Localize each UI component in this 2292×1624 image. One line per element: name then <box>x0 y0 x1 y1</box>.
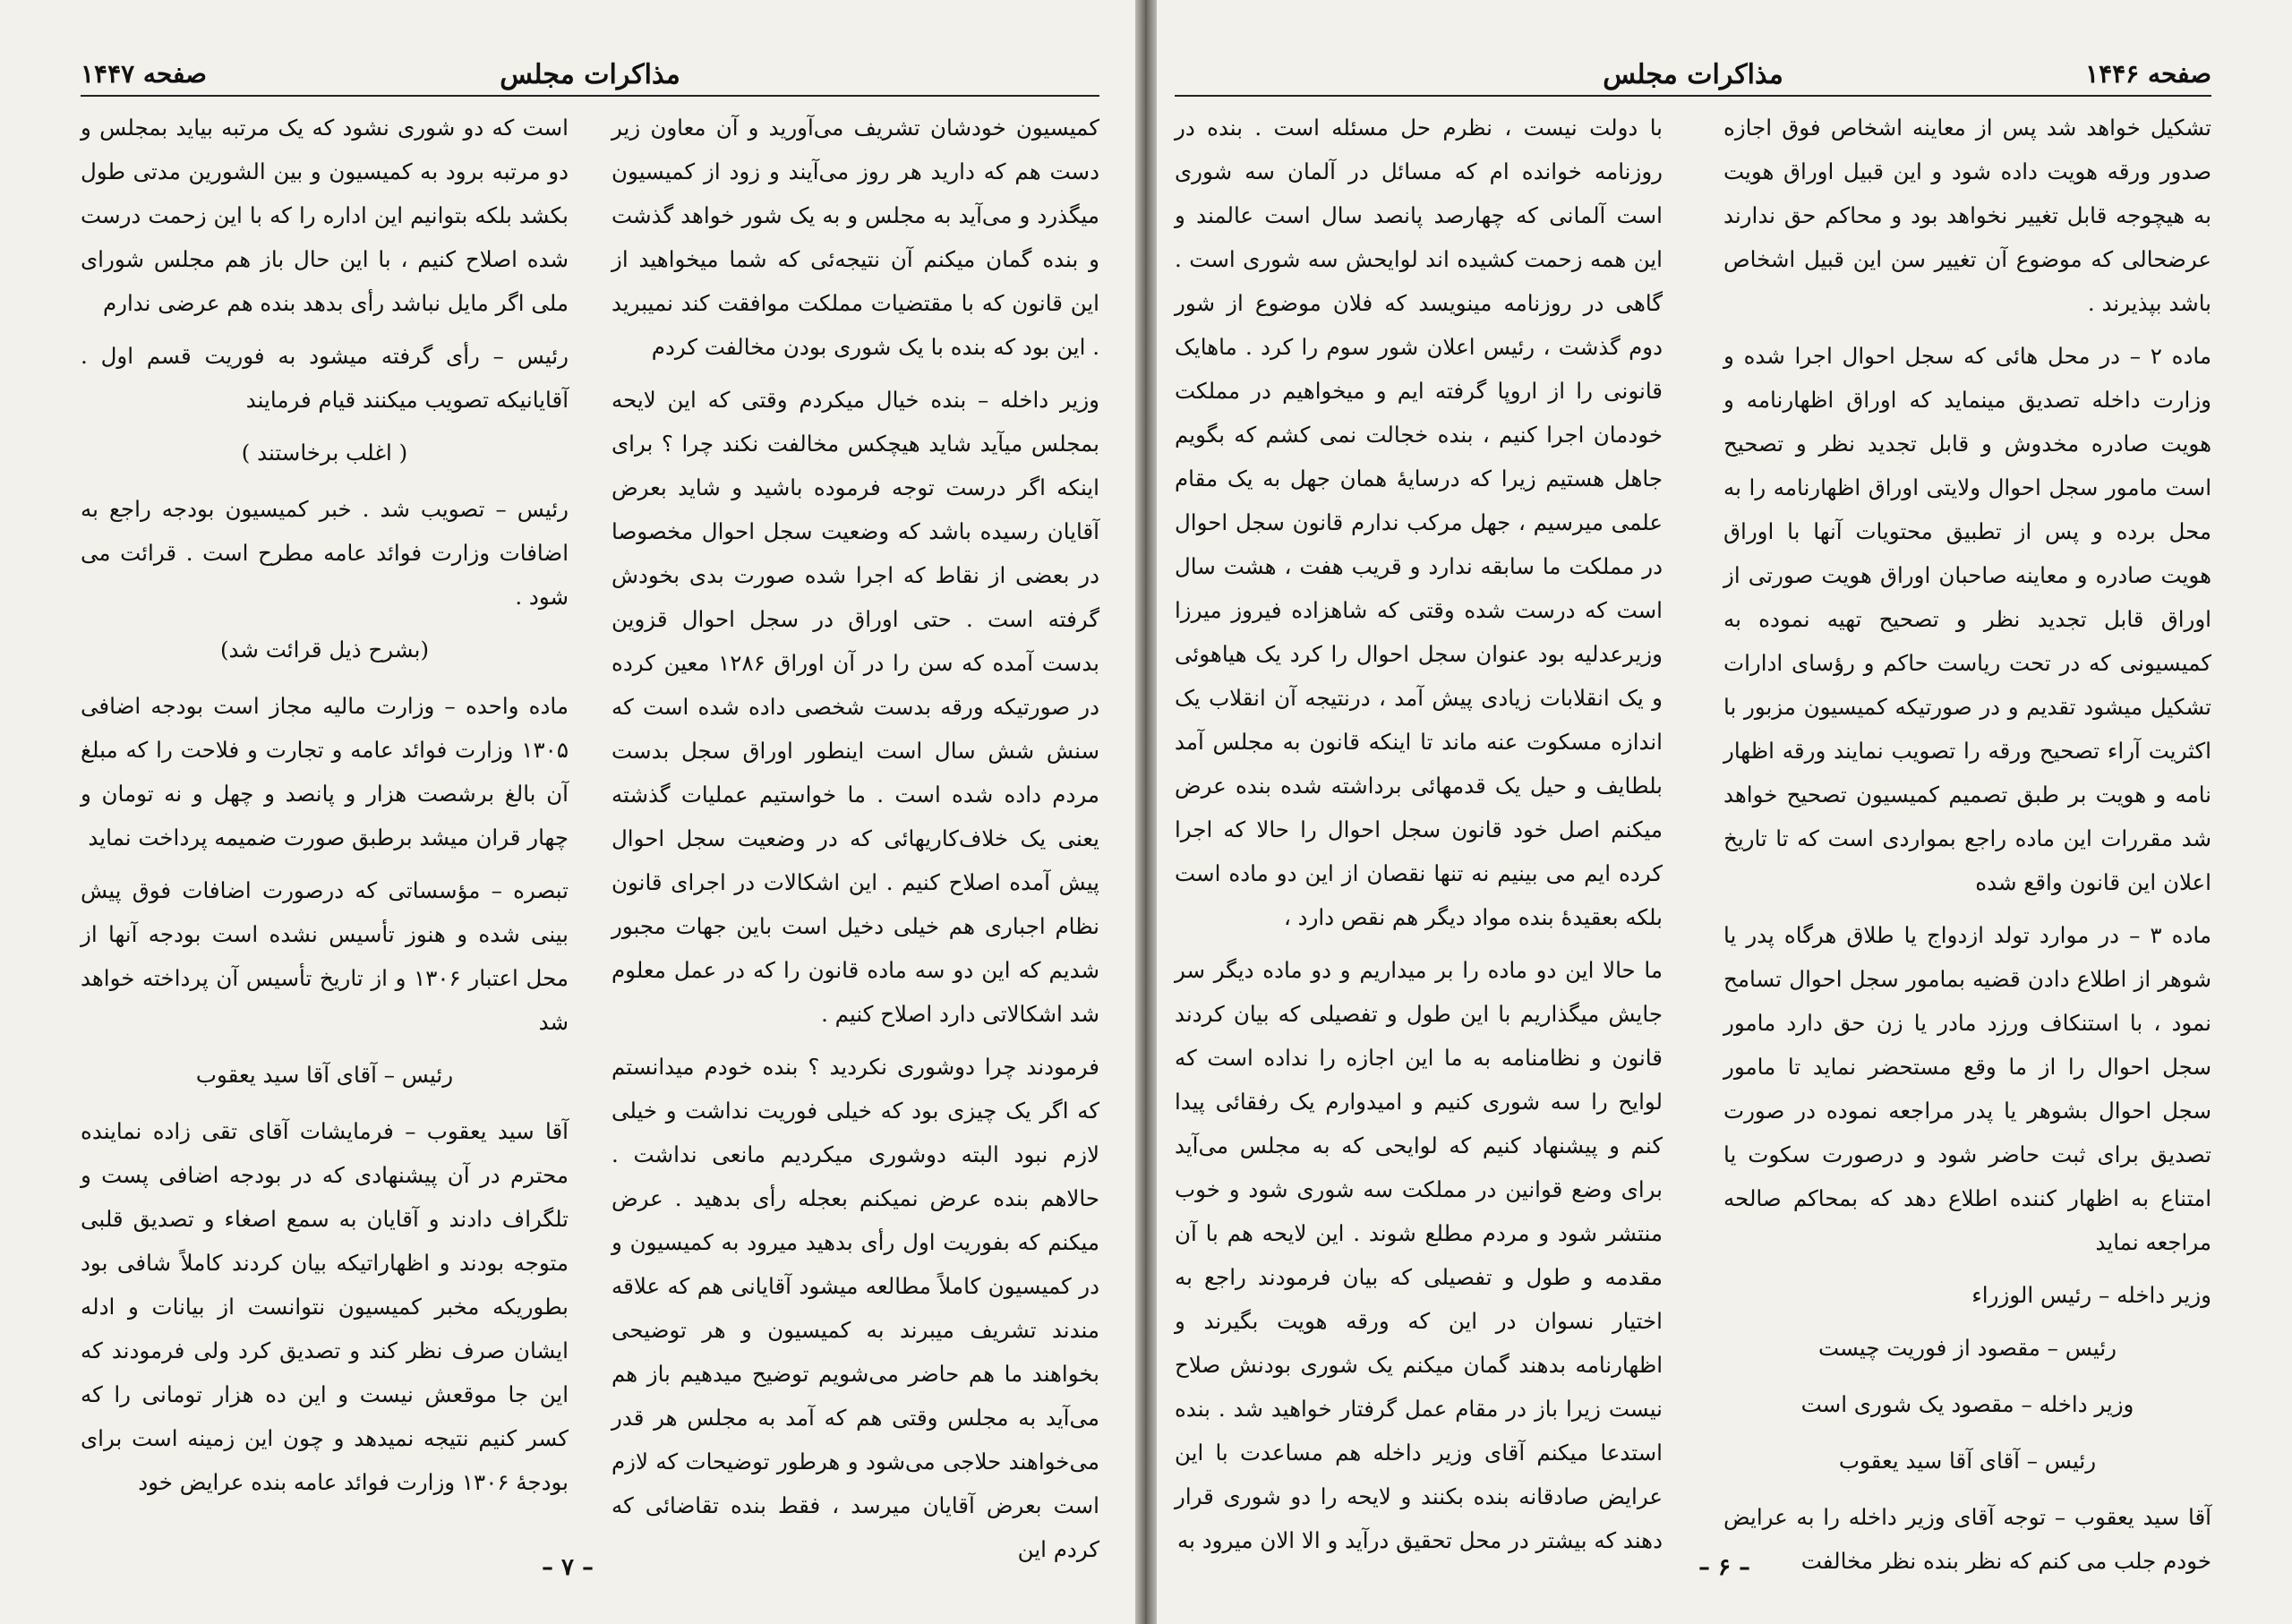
page-header <box>1175 59 2211 97</box>
book-gutter <box>1135 0 1157 1624</box>
paragraph: رئیس – رأی گرفته میشود به فوریت قسم اول . آقایانیکه تصویب میکنند قیام فرمایند <box>81 343 569 413</box>
paragraph: ماده ۲ – در محل هائی که سجل احوال اجرا شده و وزارت داخله تصدیق مینماید که اوراق اظهارنامه و هویت صادره مخدوش و قابل تجدید نظر و تصحیح است مامور سجل احوال ولایتی اوراق اظهارنامه را به محل برده و پس از تطبیق محتویات آنها با اوراق هویت صادره و معاینه صاحبان اوراق هویت صورتی از اوراق قابل تجدید نظر و تصحیح تهیه نموده به کمیسیونی که در تحت ریاست حاکم و رؤسای ادارات تشکیل میشود تقدیم و در صورتیکه کمیسیون مزبور با اکثریت آراء تصحیح ورقه را تصویب نمایند ورقه اظهار نامه و هویت بر طبق تصمیم کمیسیون تصحیح خواهد شد مقررات این ماده راجع بمواردی است که تا تاریخ اعلان این قانون واقع شده <box>1723 343 2211 895</box>
column-right <box>611 106 1099 1562</box>
page-number: صفحه ۱۴۴۶ <box>2085 59 2211 89</box>
paragraph: ( اغلب برخاستند ) <box>241 440 408 466</box>
paragraph: آقا سید یعقوب – فرمایشات آقای تقی زاده نماینده محترم در آن پیشنهادی که در بودجه اضافی پست و تلگراف دادند و آقایان به سمع اصغاء و تصدیق قلبی متوجه بودند و اظهاراتیکه بیان کردند کاملاً شافی بود بطوریکه مخبر کمیسیون نتوانست از بیانات و ادله ایشان صرف نظر کند و تصدیق کرد ولی فرمودند که این جا موقعش نیست و این ده هزار تومانی را که کسر کنیم نتیجه نمیدهد و چون این زمینه است برای بودجهٔ ۱۳۰۶ وزارت فوائد عامه بنده عرایض خود <box>81 1118 569 1495</box>
paragraph: (بشرح ذیل قرائت شد) <box>219 637 430 662</box>
paragraph: آقا سید یعقوب – توجه آقای وزیر داخله را به عرایض خودم جلب می کنم که نظر بنده نظر مخالفت <box>1723 1504 2211 1574</box>
column-right <box>1723 106 2211 1574</box>
paragraph: ما حالا این دو ماده را بر میداریم و دو ماده دیگر سر جایش میگذاریم با این طول و تفصیلی که بیان کردند قانون و نظامنامه به ما این اجازه را نداده است که لوایح را سه شوری کنیم و امیدوارم یک رفقائی پیدا کنم و پیشنهاد کنیم که لوایحی که به مجلس می‌آید برای وضع قوانین در مملکت سه شوری شود و خوب منتشر شود و مردم مطلع شوند . این لایحه هم با آن مقدمه و طول و تفصیلی که بیان فرمودند راجع به اختیار نسوان در این که ورقه هویت بگیرند و اظهارنامه بدهند گمان میکنم یک شوری بودنش صلاح نیست زیرا باز در مقام عمل گرفتار خواهید شد . بنده استدعا میکنم آقای وزیر داخله هم مساعدت با این عرایض صادقانه بنده بکنند و لایحه را دو شوری قرار دهند که بیشتر در محل تحقیق درآید و الا الان میرود به <box>1175 957 1663 1553</box>
page-number: صفحه ۱۴۴۷ <box>81 59 207 89</box>
paragraph: رئیس – مقصود از فوریت چیست <box>1818 1335 2117 1361</box>
text-columns <box>81 106 1099 1562</box>
text-columns <box>1175 106 2211 1574</box>
header-title: مذاکرات مجلس <box>500 59 680 90</box>
paragraph: ماده واحده – وزارت مالیه مجاز است بودجه اضافی ۱۳۰۵ وزارت فوائد عامه و تجارت و فلاحت را که مبلغ آن بالغ برشصت هزار و پانصد و چهل و نه تومان و چهار قران میشد برطبق صورت ضمیمه پرداخت نماید <box>81 693 569 850</box>
paragraph: وزیر داخله – رئیس الوزراء <box>1971 1282 2211 1308</box>
paragraph: با دولت نیست ، نظرم حل مسئله است . بنده در روزنامه خوانده ام که مسائل در آلمان سه شوری است آلمانی که چهارصد پانصد سال است عالمند و این همه زحمت کشیده اند لوایحش سه شوری است . گاهی در روزنامه مینویسد که فلان موضوع از شور دوم گذشت ، رئیس اعلان شور سوم را کرد . ماهایک قانونی را از اروپا گرفته ایم و میخواهیم در مملکت خودمان اجرا کنیم ، بنده خجالت نمی کشم که بگویم جاهل هستیم زیرا که درسایهٔ همان جهل به یک مقام علمی میرسیم ، جهل مرکب ندارم قانون سجل احوال در مملکت ما سابقه ندارد و قریب هفت ، هشت سال است که درست شده وقتی که شاهزاده فیروز میرزا وزیرعدلیه بود عنوان سجل احوال را کرد یک هیاهوئی و یک انقلابات زیادی پیش آمد ، درنتیجه آن انقلاب یک اندازه مسکوت عنه ماند تا اینکه قانون به مجلس آمد بلطایف و حیل یک قدمهائی برداشته شده بنده عرض میکنم اصل خود قانون سجل احوال را حالا که اجرا کرده ایم می بینیم نه تنها نقصان از این دو ماده است بلکه بعقیدهٔ بنده مواد دیگر هم نقص دارد ، <box>1175 115 1663 930</box>
paragraph: تبصره – مؤسساتی که درصورت اضافات فوق پیش بینی شده و هنوز تأسیس نشده است بودجه آنها از محل اعتبار ۱۳۰۶ و از تاریخ تأسیس آن پرداخته خواهد شد <box>81 877 569 1035</box>
paragraph: رئیس – آقای آقا سید یعقوب <box>195 1062 454 1088</box>
page-footer: – ۶ – <box>1698 1554 1751 1581</box>
paragraph: تشکیل خواهد شد پس از معاینه اشخاص فوق اجازه صدور ورقه هویت داده شود و این قبیل اوراق هویت به هیچوجه قابل تغییر نخواهد بود و محاکم حق ندارند عرضحالی که موضوع آن تغییر سن این قبیل اشخاص باشد بپذیرند . <box>1723 115 2211 316</box>
right-page <box>1157 0 2292 1624</box>
column-left <box>81 106 569 1543</box>
left-page <box>0 0 1135 1624</box>
paragraph: است که دو شوری نشود که یک مرتبه بیاید بمجلس و دو مرتبه برود به کمیسیون و بین الشورین مدتی طول بکشد بلکه بتوانیم این اداره را که با این زحمت درست شده اصلاح کنیم ، با این حال باز هم مجلس شورای ملی اگر مایل نباشد رأی بدهد بنده هم عرضی ندارم <box>81 115 569 316</box>
paragraph: وزیر داخله – بنده خیال میکردم وقتی که این لایحه بمجلس میآید شاید هیچکس مخالفت نکند چرا ؟ برای اینکه اگر درست توجه فرموده باشید و شاید بعرض آقایان رسیده باشد که وضعیت سجل احوال مخصوصا در بعضی از نقاط که اجرا شده صورت بدی بخودش گرفته است . حتی اوراق در سجل احوال قزوین بدست آمده که سن را در آن اوراق ۱۲۸۶ معین کرده در صورتیکه ورقه بدست شخصی داده شده است که سنش شش سال است اینطور اوراق سجل بدست مردم داده شده است . ما خواستیم عملیات گذشته یعنی یک خلاف‌کاریهائی که در وضعیت سجل احوال پیش آمده اصلاح کنیم . این اشکالات در اجرای قانون نظام اجباری هم خیلی دخیل است باین جهات مجبور شدیم که این دو سه ماده قانون را که در عمل معلوم شد اشکالاتی دارد اصلاح کنیم . <box>611 387 1099 1027</box>
paragraph: ماده ۳ – در موارد تولد ازدواج یا طلاق هرگاه پدر یا شوهر از اطلاع دادن قضیه بمامور سجل احوال تسامح نمود ، با استنکاف ورزد مادر یا زن حق دارد مامور سجل احوال را از ما وقع مستحضر نماید تا مامور سجل احوال بشوهر یا پدر مراجعه نموده در صورت تصدیق برای ثبت حاضر شود و درصورت سکوت یا امتناع به اظهار کننده اطلاع دهد که بمحاکم صالحه مراجعه نماید <box>1723 922 2211 1255</box>
paragraph: رئیس – آقای آقا سید یعقوب <box>1838 1448 2097 1474</box>
paragraph: کمیسیون خودشان تشریف می‌آورید و آن معاون زیر دست هم که دارید هر روز می‌آیند و زود از کمیسیون میگذرد و می‌آید به مجلس و به یک شور خواهد گذشت و بنده گمان میکنم آن نتیجه‌ئی که شما میخواهید از این قانون که با مقتضیات مملکت موافقت کند نمیبرید . این بود که بنده با یک شوری بودن مخالفت کردم <box>611 115 1099 360</box>
paragraph: وزیر داخله – مقصود یک شوری است <box>1800 1391 2134 1417</box>
column-left <box>1175 106 1663 1553</box>
page-footer: – ۷ – <box>541 1554 594 1581</box>
page-header <box>81 59 1099 97</box>
paragraph: فرمودند چرا دوشوری نکردید ؟ بنده خودم میدانستم که اگر یک چیزی بود که خیلی فوریت نداشت و خیلی لازم نبود البته دوشوری میکردیم مانعی نداشت . حالاهم بنده عرض نمیکنم بعجله رأی بدهید . عرض میکنم که بفوریت اول رأی بدهید میرود به کمیسیون و در کمیسیون کاملاً مطالعه میشود آقایانی هم که علاقه مندند تشریف میبرند به کمیسیون و هر توضیحی بخواهند ما هم حاضر می‌شویم توضیح میدهیم باز هم می‌آید به مجلس وقتی هم که آمد به مجلس هر قدر می‌خواهند حلاجی می‌شود و هرطور توضیحات که لازم است بعرض آقایان میرسد ، فقط بنده تقاضائی که کردم این <box>611 1054 1099 1562</box>
paragraph: رئیس – تصویب شد . خبر کمیسیون بودجه راجع به اضافات وزارت فوائد عامه مطرح است . قرائت می شود . <box>81 496 569 610</box>
header-title: مذاکرات مجلس <box>1603 59 1783 90</box>
